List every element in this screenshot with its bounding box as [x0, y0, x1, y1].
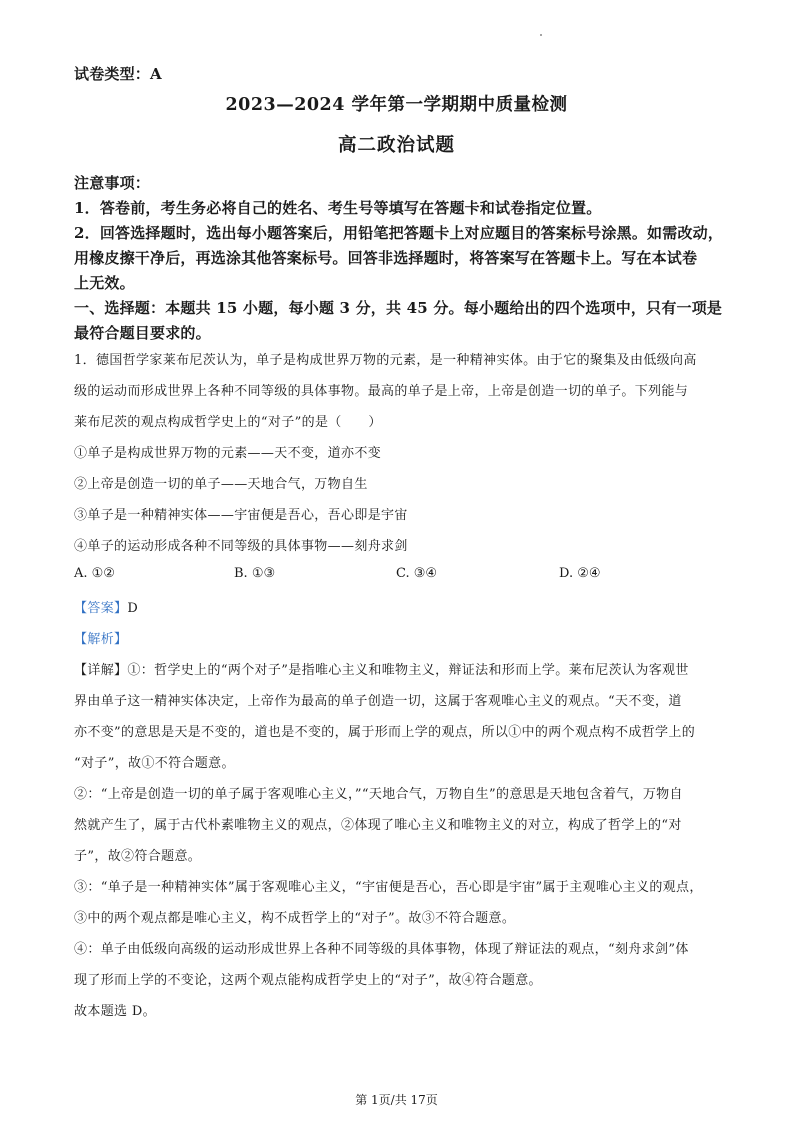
question-stem-line-3: 莱布尼茨的观点构成哲学史上的“对子”的是（ ）: [74, 415, 382, 430]
answer-line: [74, 597, 138, 616]
statement-1: ①单子是构成世界万物的元素——天不变，道亦不变: [74, 446, 382, 461]
exam-subtitle: 高二政治试题: [337, 135, 455, 156]
answer-tag: 【答案】: [74, 601, 128, 616]
option-b: B. ①③: [234, 566, 276, 581]
detail-text: ①：哲学史上的“两个对子”是指唯心主义和唯物主义，辩证法和形而上学。莱布尼茨认为客观世: [127, 663, 689, 678]
statement-3: ③单子是一种精神实体——宇宙便是吾心，吾心即是宇宙: [74, 508, 408, 523]
option-c: C. ③④: [396, 566, 438, 581]
detail-line-9: ③中的两个观点都是唯心主义，构不成哲学上的“对子”。故③不符合题意。: [74, 911, 516, 926]
exam-title: 2023—2024 学年第一学期期中质量检测: [225, 95, 568, 115]
detail-line-4: “对子”，故①不符合题意。: [74, 756, 235, 771]
detail-line-8: ③：“单子是一种精神实体”属于客观唯心主义，“宇宙便是吾心，吾心即是宇宙”属于主观唯心主义的观点，: [74, 880, 703, 895]
question-stem-line-2: 级的运动而形成世界上各种不同等级的具体事物。最高的单子是上帝，上帝是创造一切的单子。下列能与: [74, 384, 689, 399]
statement-2: ②上帝是创造一切的单子——天地合气，万物自生: [74, 477, 368, 492]
answer-value: D: [127, 601, 139, 616]
decorative-dot: [540, 34, 542, 36]
page-number: 第 1页/共 17页: [355, 1093, 438, 1107]
analysis-tag: 【解析】: [74, 632, 128, 647]
detail-line-1: [74, 659, 689, 678]
section-heading-line-1: 一、选择题：本题共 15 小题，每小题 3 分，共 45 分。每小题给出的四个选项中，只有一项是: [74, 299, 723, 317]
detail-line-7: 子”，故②符合题意。: [74, 849, 202, 864]
detail-line-3: 亦不变”的意思是天是不变的，道也是不变的，属于形而上学的观点，所以①中的两个观点构不成哲学上的: [74, 725, 696, 740]
option-a: A. ①②: [74, 566, 115, 581]
notice-item-2-line-3: 上无效。: [74, 274, 135, 292]
detail-line-11: 现了形而上学的不变论，这两个观点能构成哲学史上的“对子”，故④符合题意。: [74, 973, 542, 988]
detail-line-2: 界由单子这一精神实体决定，上帝作为最高的单子创造一切，这属于客观唯心主义的观点。“天不变，道: [74, 694, 682, 709]
notice-item-2-line-2: 用橡皮擦干净后，再选涂其他答案标号。回答非选择题时，将答案写在答题卡上。写在本试卷: [74, 249, 698, 267]
question-stem-line-1: 1．德国哲学家莱布尼茨认为，单子是构成世界万物的元素，是一种精神实体。由于它的聚集及由低级向高: [74, 353, 697, 368]
paper-type: 试卷类型：A: [74, 65, 162, 83]
notice-item-1: 1．答卷前，考生务必将自己的姓名、考生号等填写在答题卡和试卷指定位置。: [74, 199, 602, 217]
option-d: D. ②④: [559, 566, 601, 581]
notice-item-2-line-1: 2．回答选择题时，选出每小题答案后，用铅笔把答题卡上对应题目的答案标号涂黑。如需改动，: [74, 224, 724, 242]
detail-line-6: 然就产生了，属于古代朴素唯物主义的观点，②体现了唯心主义和唯物主义的对立，构成了哲学上的“对: [74, 818, 682, 833]
statement-4: ④单子的运动形成各种不同等级的具体事物——刻舟求剑: [74, 539, 408, 554]
section-heading-line-2: 最符合题目要求的。: [74, 324, 211, 342]
detail-line-10: ④：单子由低级向高级的运动形成世界上各种不同等级的具体事物，体现了辩证法的观点，“刻舟求剑”体: [74, 942, 689, 957]
notice-heading: 注意事项：: [74, 174, 151, 192]
detail-line-5: ②：“上帝是创造一切的单子属于客观唯心主义，”“天地合气，万物自生”的意思是天地包含着气，万物自: [74, 787, 683, 802]
detail-line-12: 故本题选 D。: [74, 1004, 157, 1019]
detail-tag: 【详解】: [74, 663, 128, 678]
